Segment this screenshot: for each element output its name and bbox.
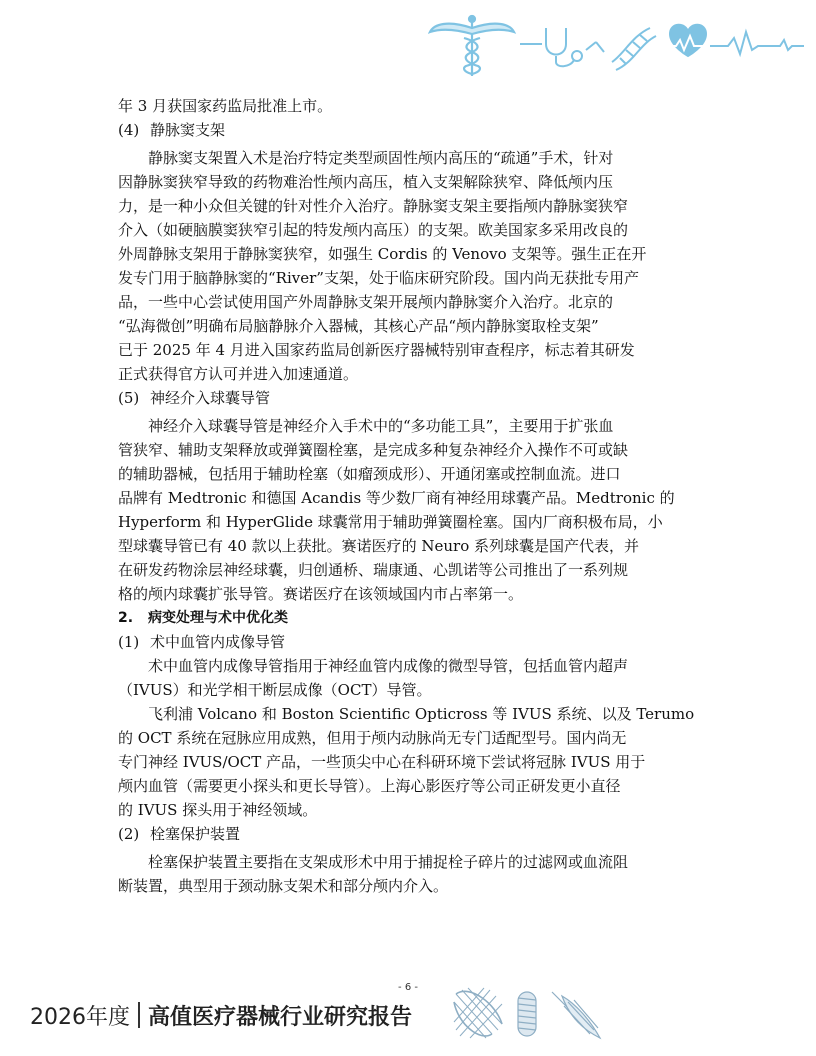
body-line: 品牌有 Medtronic 和德国 Acandis 等少数厂商有神经用球囊产品。Medtronic 的 bbox=[118, 489, 675, 507]
body-line: 的 OCT 系统在冠脉应用成熟，但用于颅内动脉尚无专门适配型号。国内尚无 bbox=[118, 729, 627, 747]
body-line: 已于 2025 年 4 月进入国家药监局创新医疗器械特别审查程序，标志着其研发 bbox=[118, 341, 635, 359]
section-heading bbox=[118, 386, 678, 410]
paragraph-embolic-protection bbox=[118, 850, 678, 898]
heartbeat-icon bbox=[664, 25, 804, 56]
section-number: (4) bbox=[118, 121, 140, 139]
body-line: 正式获得官方认可并进入加速通道。 bbox=[118, 365, 359, 383]
body-line: 介入（如硬脑膜窦狭窄引起的特发颅内高压）的支架。欧美国家多采用改良的 bbox=[118, 221, 629, 239]
body-line: Hyperform 和 HyperGlide 球囊常用于辅助弹簧圈栓塞。国内厂商积极布局，小 bbox=[118, 513, 663, 531]
body-line: 品，一些中心尝试使用国产外周静脉支架开展颅内静脉窦介入治疗。北京的 bbox=[118, 293, 614, 311]
section-number: (1) bbox=[118, 633, 140, 651]
footer-divider bbox=[138, 1002, 140, 1028]
paragraph-venous-sinus-stent bbox=[118, 146, 678, 386]
body-line: 力，是一种小众但关键的针对性介入治疗。静脉窦支架主要指颅内静脉窦狭窄 bbox=[118, 197, 629, 215]
footer-report-title bbox=[30, 996, 412, 1034]
chapter-heading bbox=[118, 606, 678, 630]
header-decoration bbox=[428, 10, 808, 80]
chapter-number: 2. bbox=[118, 610, 134, 626]
body-line: 颅内血管（需要更小探头和更长导管）。上海心影医疗等公司正研发更小直径 bbox=[118, 777, 621, 795]
footer-decoration bbox=[450, 984, 610, 1042]
section-heading bbox=[118, 822, 678, 846]
document-body bbox=[118, 94, 695, 898]
section-title: 术中血管内成像导管 bbox=[150, 633, 286, 651]
body-line: 在研发药物涂层神经球囊，归创通桥、瑞康通、心凯诺等公司推出了一系列规 bbox=[118, 561, 629, 579]
paragraph-balloon-catheter bbox=[118, 414, 678, 606]
body-line: 飞利浦 Volcano 和 Boston Scientific Opticross 等 IVUS 系统、以及 Terumo bbox=[148, 705, 695, 723]
section-title: 静脉窦支架 bbox=[150, 121, 226, 139]
body-line: 的辅助器械，包括用于辅助栓塞（如瘤颈成形）、开通闭塞或控制血流。进口 bbox=[118, 465, 621, 483]
coil-icon bbox=[518, 992, 536, 1036]
body-line: “弘海微创”明确布局脑静脉介入器械，其核心产品“颅内静脉窦取栓支架” bbox=[118, 317, 599, 335]
body-line: 管狭窄、辅助支架释放或弹簧圈栓塞，是完成多种复杂神经介入操作不可或缺 bbox=[118, 441, 629, 459]
body-line: 格的颅内球囊扩张导管。赛诺医疗在该领域国内市占率第一。 bbox=[118, 585, 524, 603]
stethoscope-icon bbox=[520, 28, 604, 66]
caduceus-icon bbox=[430, 16, 514, 76]
section-number: (5) bbox=[118, 389, 140, 407]
balloon-catheter-icon bbox=[552, 992, 600, 1038]
body-line: 专门神经 IVUS/OCT 产品，一些顶尖中心在科研环境下尝试将冠脉 IVUS 用于 bbox=[118, 753, 646, 771]
body-line: 的 IVUS 探头用于神经领域。 bbox=[118, 801, 318, 819]
paragraph-intravascular-imaging bbox=[118, 654, 695, 822]
body-line: 断装置，典型用于颈动脉支架术和部分颅内介入。 bbox=[118, 877, 449, 895]
section-number: (2) bbox=[118, 825, 140, 843]
body-line: 静脉窦支架置入术是治疗特定类型顽固性颅内高压的“疏通”手术，针对 bbox=[148, 149, 614, 167]
body-line: 神经介入球囊导管是神经介入手术中的“多功能工具”，主要用于扩张血 bbox=[148, 417, 614, 435]
body-line: 栓塞保护装置主要指在支架成形术中用于捕捉栓子碎片的过滤网或血流阻 bbox=[148, 853, 629, 871]
section-title: 栓塞保护装置 bbox=[150, 825, 241, 843]
section-heading bbox=[118, 118, 678, 142]
body-line: （IVUS）和光学相干断层成像（OCT）导管。 bbox=[118, 681, 432, 699]
body-line: 术中血管内成像导管指用于神经血管内成像的微型导管，包括血管内超声 bbox=[148, 657, 629, 675]
dna-icon bbox=[612, 28, 656, 70]
chapter-title: 病变处理与术中优化类 bbox=[148, 610, 288, 626]
body-line: 发专门用于脑静脉窦的“River”支架，处于临床研究阶段。国内尚无获批专用产 bbox=[118, 269, 639, 287]
braided-stent-icon bbox=[454, 988, 502, 1038]
section-heading bbox=[118, 630, 678, 654]
body-line: 年 3 月获国家药监局批准上市。 bbox=[118, 97, 333, 115]
footer-title-text: 高值医疗器械行业研究报告 bbox=[148, 1004, 413, 1030]
page-number: - 6 - bbox=[398, 982, 418, 993]
body-line: 外周静脉支架用于静脉窦狭窄，如强生 Cordis 的 Venovo 支架等。强生正在开 bbox=[118, 245, 647, 263]
body-line: 因静脉窦狭窄导致的药物难治性颅内高压，植入支架解除狭窄、降低颅内压 bbox=[118, 173, 614, 191]
body-line: 型球囊导管已有 40 款以上获批。赛诺医疗的 Neuro 系列球囊是国产代表，并 bbox=[118, 537, 640, 555]
section-title: 神经介入球囊导管 bbox=[150, 389, 271, 407]
footer-year: 2026年度 bbox=[30, 1004, 130, 1030]
